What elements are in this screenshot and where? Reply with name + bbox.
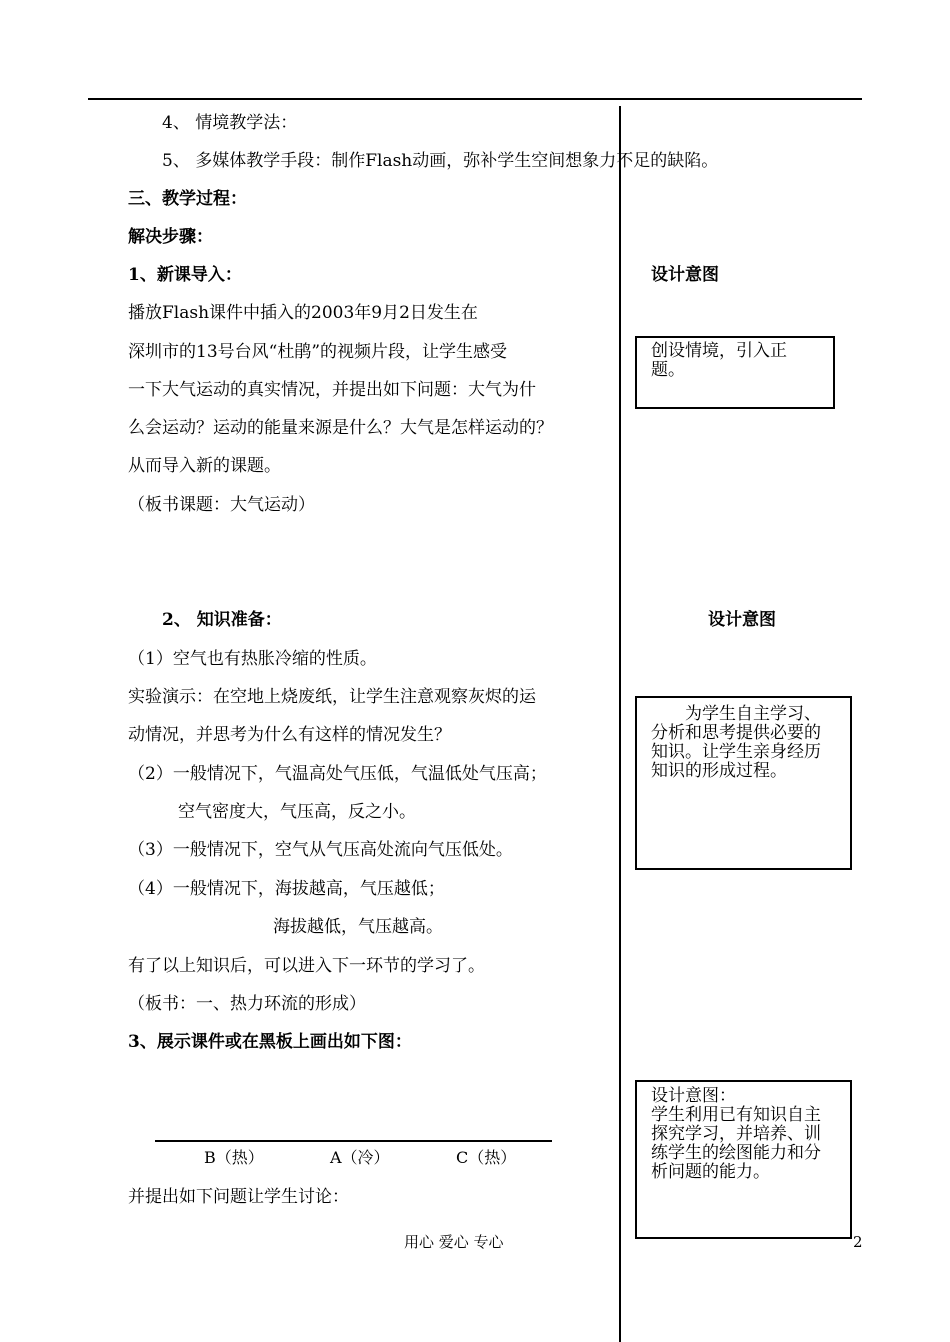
design-intent-heading: 设计意图	[708, 610, 776, 630]
transition-text: 有了以上知识后，可以进入下一环节的学习了。	[128, 956, 485, 976]
design-note-box	[635, 336, 835, 409]
knowledge-item-1: （1）空气也有热胀冷缩的性质。	[128, 649, 377, 669]
step1-board-note: （板书课题：大气运动）	[128, 495, 315, 515]
knowledge-item-4-cont: 海拔越低，气压越高。	[273, 917, 443, 937]
page-number: 2	[853, 1233, 863, 1251]
step1-text-line: 深圳市的13号台风“杜鹃”的视频片段，让学生感受	[128, 342, 508, 362]
step2-title: 2、 知识准备：	[162, 610, 282, 630]
diagram-label-a: A（冷）	[330, 1148, 390, 1167]
section-title: 三、教学过程：	[128, 189, 247, 209]
demo-text-line: 实验演示：在空地上烧废纸，让学生注意观察灰烬的运	[128, 687, 536, 707]
step1-text-line: 一下大气运动的真实情况，并提出如下问题：大气为什	[128, 380, 536, 400]
step1-title: 1、新课导入：	[128, 265, 242, 285]
knowledge-item-2-cont: 空气密度大，气压高，反之小。	[178, 802, 416, 822]
knowledge-item-2: （2）一般情况下，气温高处气压低，气温低处气压高；	[128, 764, 547, 784]
diagram-label-c: C（热）	[456, 1148, 517, 1167]
discussion-prompt: 并提出如下问题让学生讨论：	[128, 1187, 349, 1207]
steps-title: 解决步骤：	[128, 227, 213, 247]
design-note-text: 学生利用已有知识自主探究学习，并培养、训练学生的绘图能力和分析问题的能力。	[651, 1105, 821, 1182]
step3-title: 3、展示课件或在黑板上画出如下图：	[128, 1032, 412, 1052]
design-note-text: 创设情境，引入正题。	[651, 341, 787, 380]
step1-text-line: 播放Flash课件中插入的2003年9月2日发生在	[128, 303, 478, 323]
diagram-ground-line	[155, 1140, 552, 1142]
header-rule	[88, 98, 862, 100]
knowledge-item-4: （4）一般情况下，海拔越高，气压越低；	[128, 879, 445, 899]
diagram-label-b: B（热）	[204, 1148, 264, 1167]
step1-text-line: 么会运动？运动的能量来源是什么？大气是怎样运动的？	[128, 418, 553, 438]
knowledge-item-3: （3）一般情况下，空气从气压高处流向气压低处。	[128, 840, 513, 860]
method-item-4: 4、 情境教学法：	[162, 113, 298, 133]
board-note-2: （板书：一、热力环流的形成）	[128, 994, 366, 1014]
column-divider	[619, 106, 621, 1342]
design-intent-heading: 设计意图	[651, 265, 719, 285]
step1-text-line: 从而导入新的课题。	[128, 456, 281, 476]
design-note-box	[635, 1080, 852, 1239]
design-note-title: 设计意图：	[651, 1086, 736, 1106]
design-note-box	[635, 696, 852, 870]
design-note-text: 为学生自主学习、分析和思考提供必要的知识。让学生亲身经历知识的形成过程。	[651, 704, 821, 781]
demo-text-line: 动情况，并思考为什么有这样的情况发生？	[128, 725, 451, 745]
footer-motto: 用心 爱心 专心	[404, 1233, 504, 1251]
method-item-5: 5、 多媒体教学手段：制作Flash动画，弥补学生空间想象力不足的缺陷。	[162, 151, 719, 171]
